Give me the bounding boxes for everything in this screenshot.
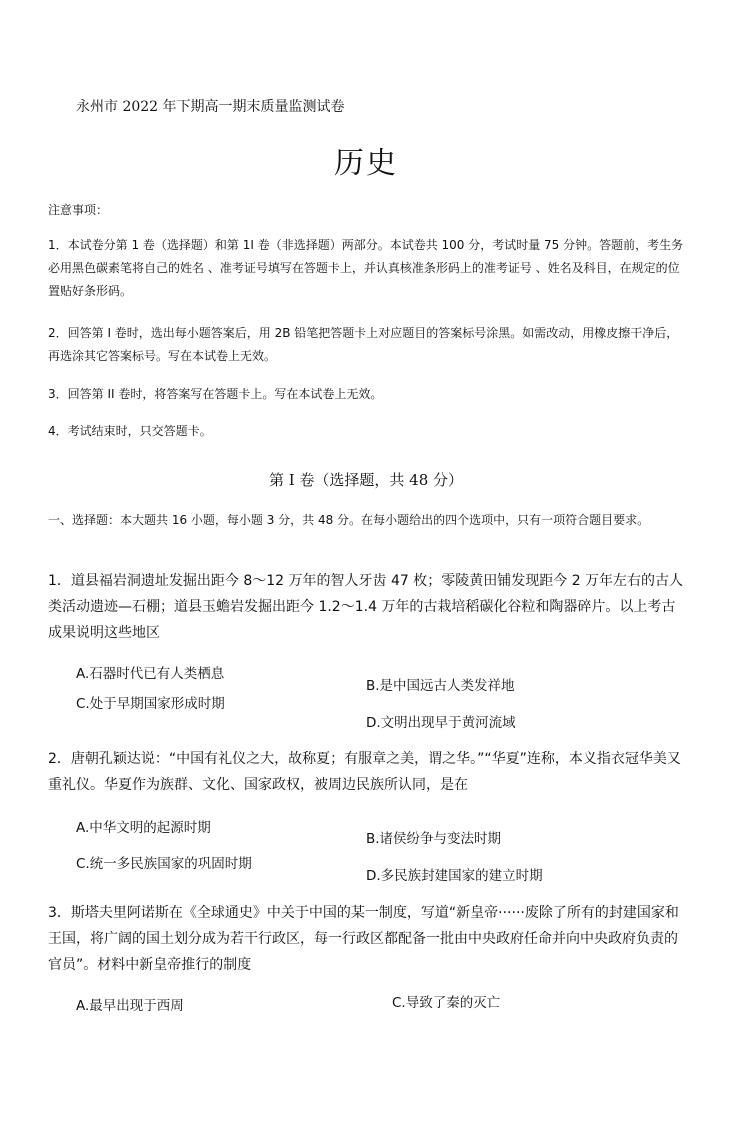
question-option: D.文明出现早于黄河流域	[366, 715, 516, 731]
question-option: C.处于早期国家形成时期	[76, 696, 225, 712]
notice-title: 注意事项：	[48, 203, 109, 217]
question-option: A.石器时代已有人类栖息	[76, 666, 225, 682]
question-stem: 2．唐朝孔颖达说：“中国有礼仪之大，故称夏；有服章之美，谓之华。”“华夏”连称，本义指衣冠华美又重礼仪。华夏作为族群、文化、国家政权，被周边民族所认同，是在	[48, 751, 681, 793]
question-stem: 1．道县福岩洞遗址发掘出距今 8～12 万年的智人牙齿 47 枚；零陵黄田铺发现距今 2 万年左右的古人类活动遗迹—石棚；道县玉蟾岩发掘出距今 1.2～1.4 万年的古栽培稻碳化谷粒和陶器碎片。以上考古成果说明这些地区	[48, 573, 684, 641]
exam-header: 永州市 2022 年下期高一期末质量监测试卷	[76, 99, 345, 115]
notice-item: 4．考试结束时，只交答题卡。	[48, 424, 212, 438]
notice-item: 1．本试卷分第 1 卷（选择题）和第 1I 卷（非选择题）两部分。本试卷共 100 分，考试时量 75 分钟。答题前，考生务必用黑色碳素笔将自己的姓名 、准考证号填写在答题卡上，并认真核准条形码上的准考证号 、姓名及科目，在规定的位置贴好条形码。	[48, 238, 684, 298]
section-instruction: 一、选择题：本大题共 16 小题，每小题 3 分，共 48 分。在每小题给出的四个选项中，只有一项符合题目要求。	[48, 513, 650, 527]
question-option: A.最早出现于西周	[76, 998, 184, 1014]
question-option: A.中华文明的起源时期	[76, 820, 211, 836]
question-stem: 3．斯塔夫里阿诺斯在《全球通史》中关于中国的某一制度，写道“新皇帝······废除了所有的封建国家和王国，将广阔的国土划分成为若干行政区，每一行政区都配备一批由中央政府任命并向中央政府负责的官员”。材料中新皇帝推行的制度	[48, 905, 679, 973]
question-option: B.是中国远古人类发祥地	[366, 678, 515, 694]
notice-item: 2．回答第 I 卷时，选出每小题答案后，用 2B 铅笔把答题卡上对应题目的答案标号涂黑。如需改动，用橡皮擦干净后，再选涂其它答案标号。写在本试卷上无效。	[48, 326, 679, 363]
question-option: B.诸侯纷争与变法时期	[366, 831, 502, 847]
question-option: D.多民族封建国家的建立时期	[366, 868, 543, 884]
notice-item: 3．回答第 II 卷时，将答案写在答题卡上。写在本试卷上无效。	[48, 387, 383, 401]
question-option: C.导致了秦的灭亡	[392, 995, 501, 1011]
subject-title: 历史	[334, 146, 398, 181]
section-title: 第 I 卷（选择题，共 48 分）	[268, 471, 464, 489]
question-option: C.统一多民族国家的巩固时期	[76, 856, 252, 872]
